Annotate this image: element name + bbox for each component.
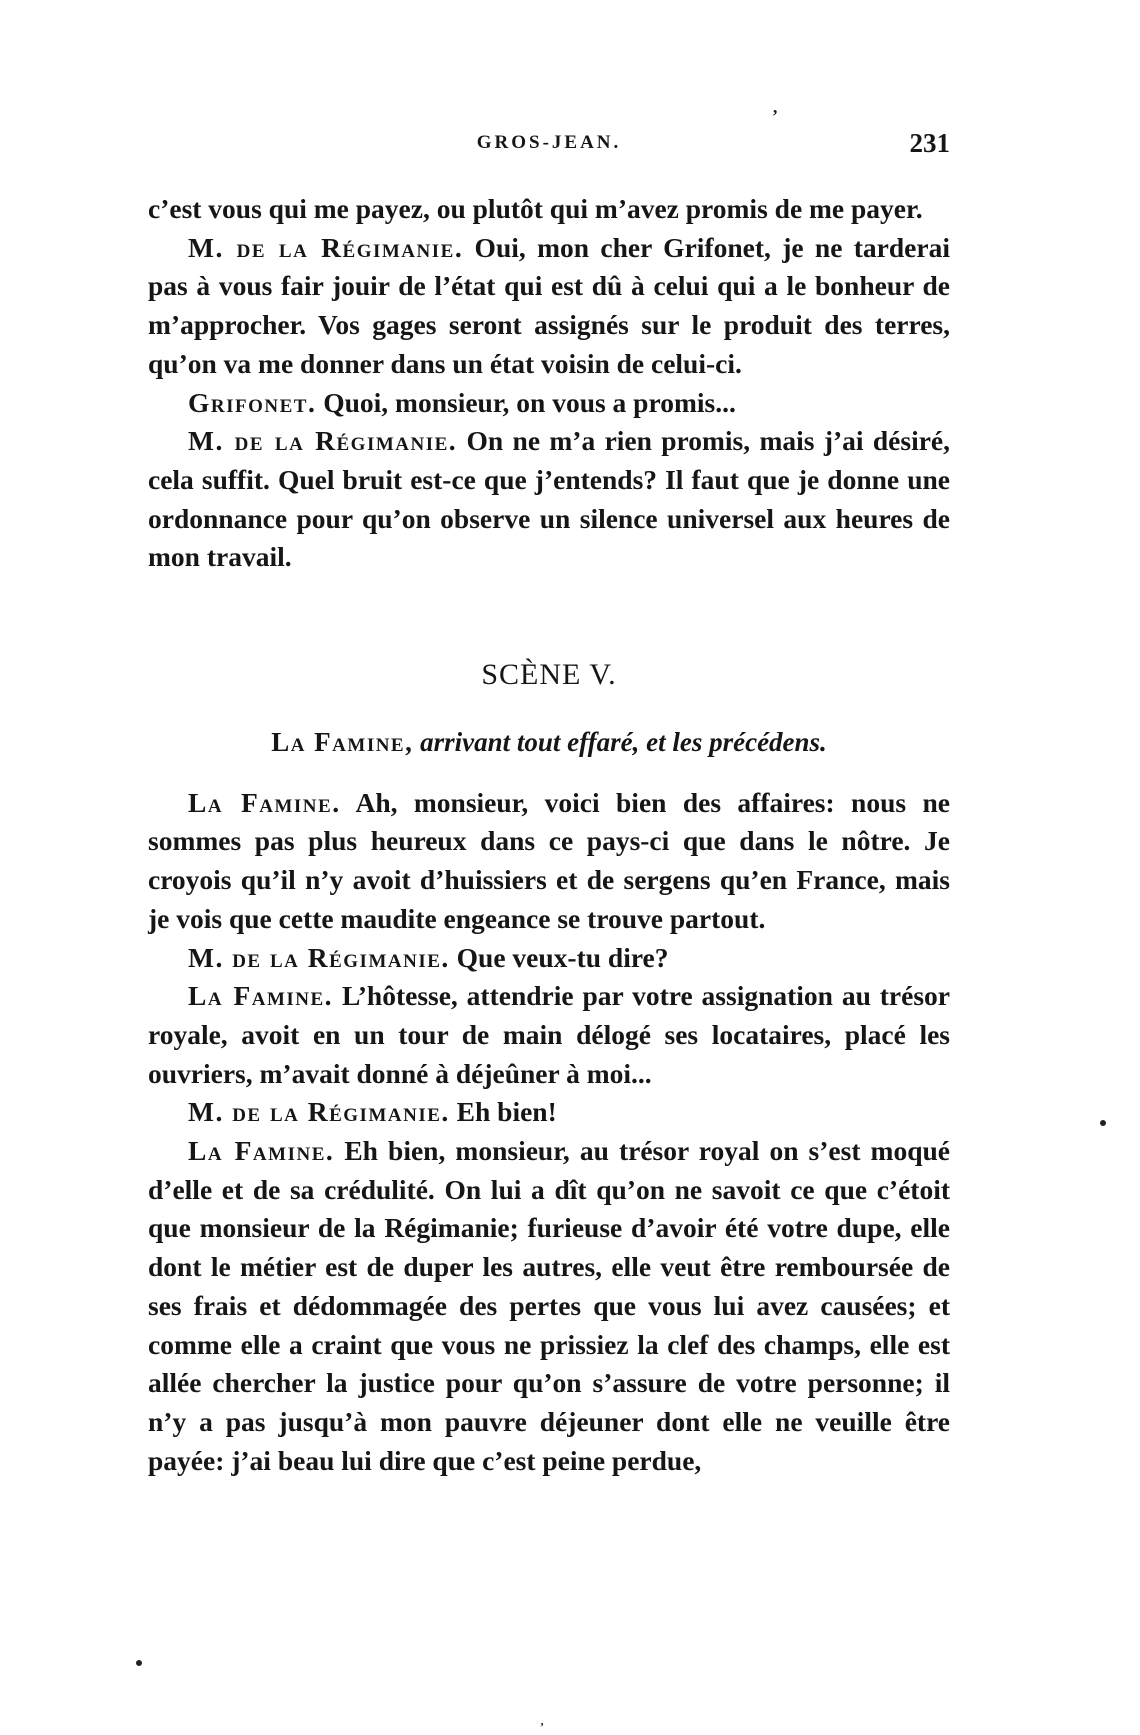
dialogue-paragraph <box>148 422 950 577</box>
dialogue-paragraph <box>148 939 950 978</box>
page-header <box>148 128 950 162</box>
page-number: 231 <box>909 128 950 158</box>
paragraph-text: Eh bien! <box>449 1096 557 1128</box>
speaker-name: La Famine. <box>188 786 341 818</box>
speaker-name: M. de la Régimanie. <box>188 1096 450 1128</box>
paragraph-continuation <box>148 190 950 229</box>
paragraph-text: Quoi, monsieur, on vous a promis... <box>316 386 736 418</box>
dialogue-paragraph <box>148 784 950 939</box>
dialogue-paragraph <box>148 384 950 423</box>
paragraph-text: Ah, monsieur, voici bien des affaires: nous ne sommes pas plus heureux dans ce pays-ci que dans le nôtre. Je croyois qu’il n’y avoit d’huissiers et de sergens qu’en France, mais je vois que cette maudite engeance se trouve partout. <box>148 786 950 934</box>
speaker-name: La Famine. <box>188 1135 335 1167</box>
speaker-name: Grifonet. <box>188 386 317 418</box>
scan-speck-mark: ʼ <box>772 106 778 126</box>
dialogue-paragraph <box>148 229 950 384</box>
stage-speaker: La Famine, <box>271 727 414 758</box>
dialogue-paragraph <box>148 1132 950 1480</box>
paragraph-text: Que veux-tu dire? <box>449 941 669 973</box>
scan-speck-dot <box>136 1660 142 1666</box>
speaker-name: La Famine. <box>188 980 334 1012</box>
paragraph-text: Oui, mon cher Grifonet, je ne tarderai pas à vous fair jouir de l’état qui est dû à celui qui a le bonheur de m’approcher. Vos gages seront assignés sur le produit des terres, qu’on va me donner dans un état voisin de celui-ci. <box>148 231 950 379</box>
dialogue-paragraph <box>148 977 950 1093</box>
speaker-name: M. de la Régimanie. <box>188 425 458 457</box>
scene-title: SCÈNE V. <box>481 658 617 692</box>
speaker-name: M. de la Régimanie. <box>188 231 464 263</box>
scan-speck-mark: ʼ <box>540 1720 544 1734</box>
scan-speck-dot <box>1100 1120 1106 1126</box>
paragraph-text: On ne m’a rien promis, mais j’ai désiré, cela suffit. Quel bruit est-ce que j’entends? Il faut que je donne une ordonnance pour qu’on observe un silence universel aux heures de mon travail. <box>148 425 950 573</box>
running-title: GROS-JEAN. <box>476 132 622 153</box>
paragraph-text: L’hôtesse, attendrie par votre assignation au trésor royale, avoit en un tour de main délogé ses locataires, placé les ouvriers, m’avait donné à déjeûner à moi... <box>148 980 950 1089</box>
speaker-name: M. de la Régimanie. <box>188 941 450 973</box>
stage-direction-text: arrivant tout effaré, et les précédens. <box>413 727 827 758</box>
body-text <box>148 190 950 1480</box>
paragraph-text: Eh bien, monsieur, au trésor royal on s’est moqué d’elle et de sa crédulité. On lui a dît qu’on ne savoit ce que c’étoit que monsieur de la Régimanie; furieuse d’avoir été votre dupe, elle dont le métier est de duper les autres, elle veut être remboursée de ses frais et dédommagée des pertes que vous lui avez causées; et comme elle a craint que vous ne prissiez la clef des champs, elle est allée chercher la justice pour qu’on s’assure de votre personne; il n’y a pas jusqu’à mon pauvre déjeuner dont elle ne veuille être payée: j’ai beau lui dire que c’est peine perdue, <box>148 1135 951 1476</box>
dialogue-paragraph <box>148 1093 950 1132</box>
paragraph-text: c’est vous qui me payez, ou plutôt qui m’avez promis de me payer. <box>148 193 923 224</box>
stage-direction <box>148 723 950 762</box>
